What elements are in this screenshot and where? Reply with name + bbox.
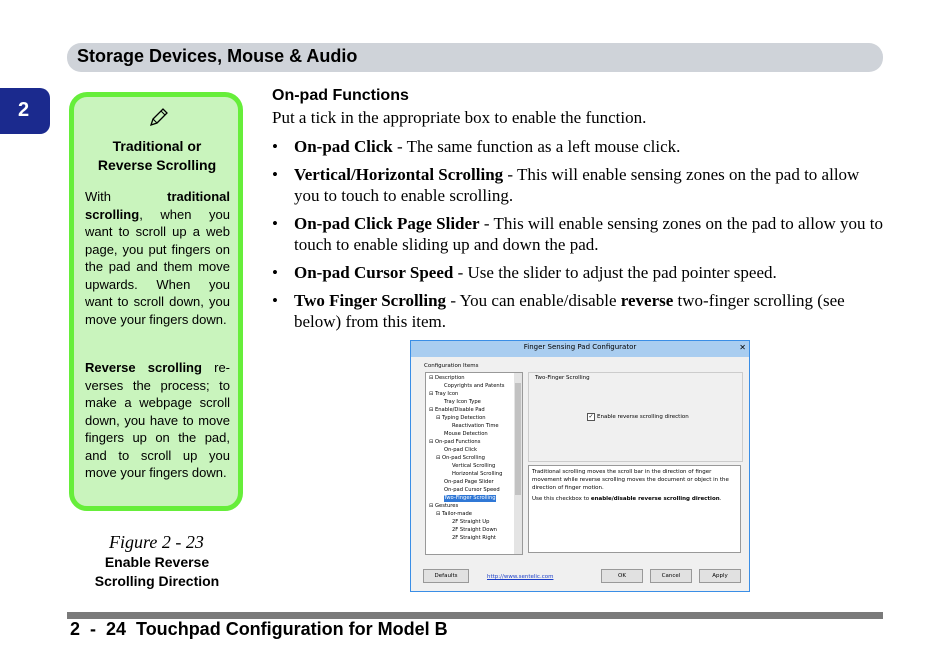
config-items-label: Configuration Items: [424, 363, 479, 369]
tree-item-horizontal-scrolling[interactable]: Horizontal Scrolling: [452, 471, 503, 477]
bullet-text: - You can enable/disable: [446, 291, 621, 310]
tree-item-2f-straight-down[interactable]: 2F Straight Down: [452, 527, 497, 533]
bullet-dot: •: [272, 263, 278, 282]
tree-item-cursor-speed[interactable]: On-pad Cursor Speed: [444, 487, 500, 493]
ok-button[interactable]: OK: [601, 569, 643, 583]
bullet-term: On-pad Click: [294, 137, 393, 156]
intro-text: Put a tick in the appropriate box to enable the function.: [272, 108, 647, 127]
bullet-term: On-pad Click Page Slider: [294, 214, 480, 233]
figure-number: Figure 2 - 23: [109, 532, 204, 552]
bullet-text-2: two-finger scrolling (see below) from this item.: [294, 291, 845, 331]
tree-item-typing-detection[interactable]: ⊟ Typing Detection: [436, 415, 486, 421]
note-paragraph-traditional: [85, 188, 230, 328]
bullet-item: [272, 262, 884, 283]
close-icon[interactable]: ✕: [739, 343, 746, 352]
sentelic-link[interactable]: http://www.sentelic.com: [487, 574, 554, 580]
figure-caption: [80, 553, 234, 591]
config-tree[interactable]: [425, 372, 523, 555]
bullet-item: [272, 136, 884, 157]
configurator-dialog: [410, 340, 750, 592]
bullet-list: [272, 136, 884, 339]
bullet-text: - Use the slider to adjust the pad pointer speed.: [453, 263, 777, 282]
note-para2-rest: re-verses the process; to make a webpage scroll down, you have to move fingers up on the pad, and to scroll up you move your fingers down.: [85, 360, 231, 480]
desc-line2-bold: enable/disable reverse scrolling direction: [590, 496, 720, 502]
desc-line2: [532, 495, 737, 503]
tree-item-two-finger-scrolling[interactable]: Two-Finger Scrolling: [444, 495, 496, 501]
page-header-title: Storage Devices, Mouse & Audio: [77, 46, 358, 66]
tree-item-tailor-made[interactable]: ⊟ Tailor-made: [436, 511, 472, 517]
note-title: [82, 137, 232, 175]
apply-button[interactable]: Apply: [699, 569, 741, 583]
tree-item-onpad-click[interactable]: On-pad Click: [444, 447, 478, 453]
pencil-icon: [146, 106, 170, 130]
bullet-dot: •: [272, 165, 278, 184]
tree-item-onpad-functions[interactable]: ⊟ On-pad Functions: [429, 439, 481, 445]
chapter-number: 2: [18, 99, 30, 121]
dialog-title: Finger Sensing Pad Configurator: [523, 343, 637, 351]
desc-line2-prefix: Use this checkbox to: [532, 496, 591, 502]
bullet-term: On-pad Cursor Speed: [294, 263, 454, 282]
tree-item-copyrights[interactable]: Copyrights and Patents: [444, 383, 505, 389]
note-para1-rest: , when you want to scroll up a web page, you put fingers on the pad and them move upwards. When you want to scroll down, you move your fingers down.: [85, 206, 230, 327]
tree-item-2f-straight-right[interactable]: 2F Straight Right: [452, 535, 496, 541]
tree-item-vertical-scrolling[interactable]: Vertical Scrolling: [452, 463, 496, 469]
note-paragraph-reverse: [85, 359, 230, 482]
tree-item-description[interactable]: ⊟ Description: [429, 375, 465, 381]
desc-line2-suffix: .: [719, 496, 722, 502]
tree-item-enable-disable-pad[interactable]: ⊟ Enable/Disable Pad: [429, 407, 485, 413]
tree-item-page-slider[interactable]: On-pad Page Slider: [444, 479, 494, 485]
bullet-term: Two Finger Scrolling: [294, 291, 447, 310]
reverse-scroll-checkbox[interactable]: ✓: [588, 413, 594, 420]
bullet-term: Vertical/Horizontal Scrolling: [294, 165, 504, 184]
note-title-line2: Reverse Scrolling: [97, 157, 217, 173]
tree-item-onpad-scrolling[interactable]: ⊟ On-pad Scrolling: [436, 455, 485, 461]
tree-item-2f-straight-up[interactable]: 2F Straight Up: [452, 519, 490, 525]
footer-rule: [67, 612, 883, 619]
note-para1-bold: traditional scrolling: [85, 189, 230, 222]
bullet-dot: •: [272, 137, 278, 156]
checkbox-label[interactable]: Enable reverse scrolling direction: [597, 414, 689, 420]
defaults-button[interactable]: Defaults: [423, 569, 469, 583]
bullet-dot: •: [272, 291, 278, 310]
desc-line1: Traditional scrolling moves the scroll bar in the direction of finger movement while reverse scrolling moves the document or object in the direction of finger motion.: [532, 469, 729, 491]
bullet-item: [272, 213, 884, 255]
cancel-button[interactable]: Cancel: [650, 569, 692, 583]
tree-scrollbar[interactable]: [514, 373, 522, 554]
tree-item-mouse-detection[interactable]: Mouse Detection: [444, 431, 488, 437]
bullet-item: [272, 164, 884, 206]
page-footer: 2 - 24 Touchpad Configuration for Model B: [70, 619, 448, 639]
tree-item-tray-icon[interactable]: ⊟ Tray Icon: [429, 391, 459, 397]
bullet-text: - This will enable sensing zones on the pad to allow you to touch to enable sliding up and down the pad.: [294, 214, 883, 254]
note-para2-bold: Reverse scrolling: [85, 360, 202, 375]
note-title-line1: Traditional or: [112, 138, 202, 154]
bullet-text: - This will enable sensing zones on the pad to allow you to touch to enable scrolling.: [294, 165, 860, 205]
bullet-term-2: reverse: [620, 291, 674, 310]
figure-caption-line1: Enable Reverse: [104, 554, 210, 570]
bullet-dot: •: [272, 214, 278, 233]
two-finger-group: [528, 372, 743, 462]
tree-item-reactivation-time[interactable]: Reactivation Time: [452, 423, 499, 429]
tree-scroll-thumb[interactable]: [515, 383, 521, 495]
tree-item-tray-icon-type[interactable]: Tray Icon Type: [444, 399, 481, 405]
group-title: Two-Finger Scrolling: [535, 375, 590, 381]
bullet-text: - The same function as a left mouse click.: [392, 137, 681, 156]
note-para1-prefix: With: [85, 189, 111, 204]
bullet-item: [272, 290, 884, 332]
figure-caption-line2: Scrolling Direction: [94, 573, 220, 589]
section-heading: On-pad Functions: [272, 87, 409, 104]
description-box: [528, 465, 741, 553]
tree-item-gestures[interactable]: ⊟ Gestures: [429, 503, 459, 509]
